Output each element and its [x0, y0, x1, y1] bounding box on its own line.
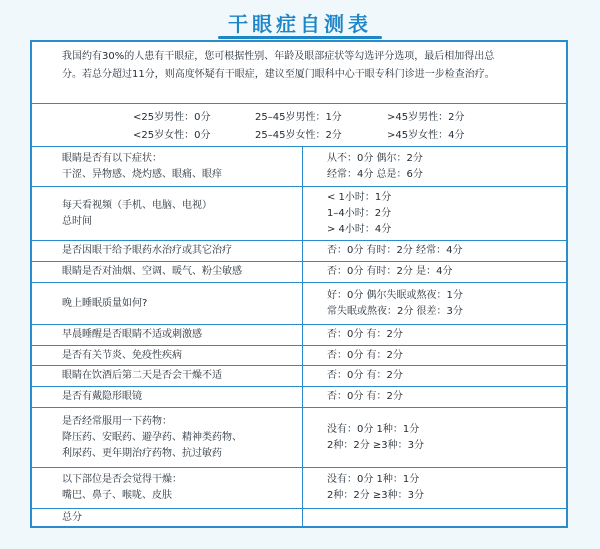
question-row-alcohol	[32, 365, 566, 386]
question-cell	[32, 366, 303, 386]
age-option[interactable]: <25岁女性：0分	[133, 130, 211, 141]
score-cell[interactable]	[303, 187, 566, 240]
question-text: 是否经常服用一下药物：	[62, 415, 172, 427]
question-cell	[32, 468, 303, 508]
score-option[interactable]: 经常：4分 总是：6分	[327, 168, 423, 180]
total-score-cell[interactable]	[303, 509, 566, 526]
age-option[interactable]: 25–45岁男性：1分	[255, 112, 342, 123]
score-cell[interactable]	[303, 408, 566, 467]
question-text: 是否因眼干给予眼药水治疗或其它治疗	[62, 245, 232, 256]
score-cell[interactable]	[303, 283, 566, 324]
title-underline	[218, 36, 382, 39]
score-cell[interactable]	[303, 241, 566, 261]
question-row-morning	[32, 324, 566, 345]
question-row-screen-time	[32, 186, 566, 240]
question-text: 眼睛在饮酒后第二天是否会干燥不适	[62, 370, 222, 381]
question-text: 早晨睡醒是否眼睛不适或刺激感	[62, 329, 202, 340]
score-option[interactable]: < 1小时：1分	[327, 191, 392, 203]
question-text: 是否有关节炎、免疫性疾病	[62, 349, 182, 361]
intro-text	[32, 42, 566, 84]
score-cell[interactable]	[303, 387, 566, 407]
score-option[interactable]: 没有：0分 1种：1分	[327, 423, 420, 435]
score-option[interactable]: 没有：0分 1种：1分	[327, 474, 420, 485]
question-text: 眼睛是否对油烟、空调、暖气、粉尘敏感	[62, 266, 242, 277]
age-gender-row	[32, 103, 566, 146]
question-text: 干涩、异物感、烧灼感、眼痛、眼痒	[62, 168, 222, 180]
score-option[interactable]: 否：0分 有：2分	[327, 391, 403, 402]
question-row-sleep	[32, 282, 566, 324]
score-option[interactable]: 1–4小时：2分	[327, 207, 392, 219]
total-label-cell	[32, 509, 303, 526]
question-row-symptoms	[32, 146, 566, 186]
score-cell[interactable]	[303, 366, 566, 386]
question-row-contact-lens	[32, 386, 566, 407]
question-text: 是否有戴隐形眼镜	[62, 391, 142, 402]
score-option[interactable]: 好：0分 偶尔失眠或熬夜：1分	[327, 289, 463, 301]
score-option[interactable]: 否：0分 有时：2分 是：4分	[327, 266, 453, 277]
question-cell	[32, 283, 303, 324]
intro-line: 分。若总分超过11分，则高度怀疑有干眼症，建议至厦门眼科中心干眼专科门诊进一步检查治疗。	[62, 69, 495, 80]
score-option[interactable]: 否：0分 有：2分	[327, 370, 403, 381]
question-row-medication	[32, 407, 566, 467]
intro-line: 我国约有30%的人患有干眼症，您可根据性别、年龄及眼部症状等勾选评分选项，最后相加得出总	[62, 51, 495, 62]
age-option[interactable]: >45岁女性：4分	[387, 130, 465, 141]
question-row-sensitivity	[32, 261, 566, 282]
score-option[interactable]: > 4小时：4分	[327, 223, 392, 235]
score-option[interactable]: 否：0分 有：2分	[327, 349, 403, 361]
page-title: 干眼症自测表	[228, 12, 372, 36]
score-option[interactable]: 从不：0分 偶尔：2分	[327, 152, 423, 164]
question-cell	[32, 346, 303, 365]
question-text: 以下部位是否会觉得干燥：	[62, 474, 182, 485]
question-text: 利尿药、更年期治疗药物、抗过敏药	[62, 447, 222, 459]
score-cell[interactable]	[303, 262, 566, 282]
question-text: 眼睛是否有以下症状：	[62, 152, 162, 164]
question-cell	[32, 262, 303, 282]
age-option[interactable]: <25岁男性：0分	[133, 112, 211, 123]
score-cell[interactable]	[303, 147, 566, 186]
score-cell[interactable]	[303, 346, 566, 365]
total-label: 总分	[62, 511, 82, 523]
intro-row	[32, 42, 566, 103]
score-option[interactable]: 2种：2分 ≥3种：3分	[327, 490, 425, 501]
question-row-treatment	[32, 240, 566, 261]
question-text: 晚上睡眠质量如何?	[62, 297, 148, 309]
question-cell	[32, 187, 303, 240]
score-cell[interactable]	[303, 325, 566, 345]
score-option[interactable]: 否：0分 有：2分	[327, 329, 403, 340]
question-text: 嘴巴、鼻子、喉咙、皮肤	[62, 490, 172, 501]
score-option[interactable]: 常失眠或熬夜：2分 很差：3分	[327, 305, 463, 317]
question-cell	[32, 147, 303, 186]
total-row	[32, 508, 566, 526]
question-row-arthritis	[32, 345, 566, 365]
question-cell	[32, 241, 303, 261]
question-cell	[32, 387, 303, 407]
score-option[interactable]: 否：0分 有时：2分 经常：4分	[327, 245, 463, 256]
question-cell	[32, 408, 303, 467]
question-text: 总时间	[62, 215, 92, 227]
age-option[interactable]: 25–45岁女性：2分	[255, 130, 342, 141]
question-text: 降压药、安眠药、避孕药、精神类药物、	[62, 431, 242, 443]
score-option[interactable]: 2种：2分 ≥3种：3分	[327, 439, 425, 451]
age-gender-grid	[133, 110, 497, 144]
age-option[interactable]: >45岁男性：2分	[387, 112, 465, 123]
question-row-dryness	[32, 467, 566, 508]
questionnaire-table	[30, 40, 568, 528]
question-text: 每天看视频（手机、电脑、电视）	[62, 199, 212, 211]
question-cell	[32, 325, 303, 345]
score-cell[interactable]	[303, 468, 566, 508]
